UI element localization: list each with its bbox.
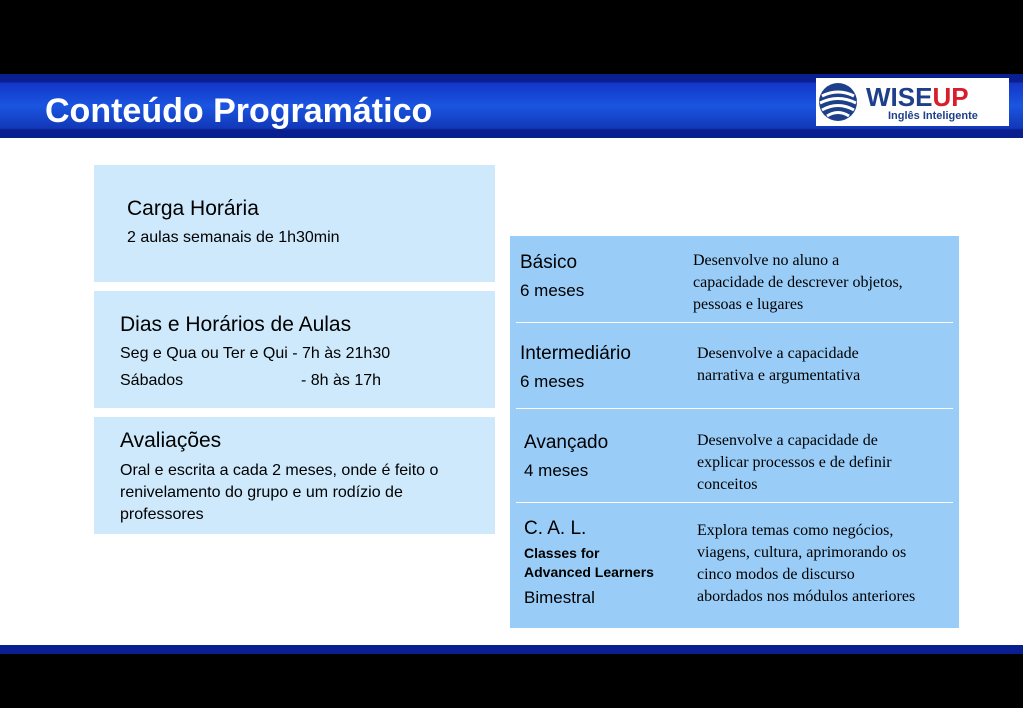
level-advanced-description: Desenvolve a capacidade de explicar processos e de definir conceitos <box>697 432 892 493</box>
bottom-black-band <box>0 645 1023 708</box>
level-basic-duration: 6 meses <box>520 281 585 300</box>
evaluation-line-2: renivelamento do grupo e um rodízio de <box>120 484 403 501</box>
schedule-box <box>94 291 495 408</box>
level-intermediate-description: Desenvolve a capacidade narrativa e argumentativa <box>697 345 861 384</box>
level-basic-description: Desenvolve no aluno a capacidade de descrever objetos, pessoas e lugares <box>693 252 903 313</box>
logo-wordmark: WISEUP <box>866 82 969 112</box>
workload-box <box>94 165 495 282</box>
level-divider <box>516 408 953 409</box>
evaluation-box <box>94 417 495 534</box>
level-advanced-duration: 4 meses <box>524 461 589 480</box>
logo-tagline: Inglês Inteligente <box>888 110 978 122</box>
bottom-blue-stripe <box>0 645 1023 654</box>
level-cal-duration: Bimestral <box>524 588 595 607</box>
workload-heading: Carga Horária <box>127 197 259 220</box>
levels-panel <box>510 236 959 628</box>
level-divider <box>516 502 953 503</box>
level-basic-name: Básico <box>520 252 578 273</box>
evaluation-line-3: professores <box>120 506 204 523</box>
level-intermediate-duration: 6 meses <box>520 372 585 391</box>
level-intermediate-name: Intermediário <box>520 343 631 364</box>
title-bar <box>0 74 1023 138</box>
evaluation-line-1: Oral e escrita a cada 2 meses, onde é feito o <box>120 462 439 479</box>
page-title: Conteúdo Programático <box>45 92 433 130</box>
level-cal-subtitle: Classes for Advanced Learners <box>524 545 654 580</box>
schedule-saturday-label: Sábados <box>120 372 184 389</box>
wiseup-logo <box>816 78 1009 126</box>
schedule-heading: Dias e Horários de Aulas <box>120 313 352 336</box>
evaluation-heading: Avaliações <box>120 429 222 452</box>
level-advanced-name: Avançado <box>524 432 609 453</box>
top-black-band <box>0 0 1023 74</box>
wiseup-globe-icon <box>818 82 858 122</box>
workload-text: 2 aulas semanais de 1h30min <box>127 229 340 246</box>
level-cal-name: C. A. L. <box>524 518 587 539</box>
level-cal-description: Explora temas como negócios, viagens, cultura, aprimorando os cinco modos de discurso abordados nos módulos anteriores <box>697 522 916 605</box>
schedule-weekday-text: Seg e Qua ou Ter e Qui - 7h às 21h30 <box>120 345 391 362</box>
schedule-saturday-hours: - 8h às 17h <box>301 372 382 389</box>
level-divider <box>516 322 953 323</box>
